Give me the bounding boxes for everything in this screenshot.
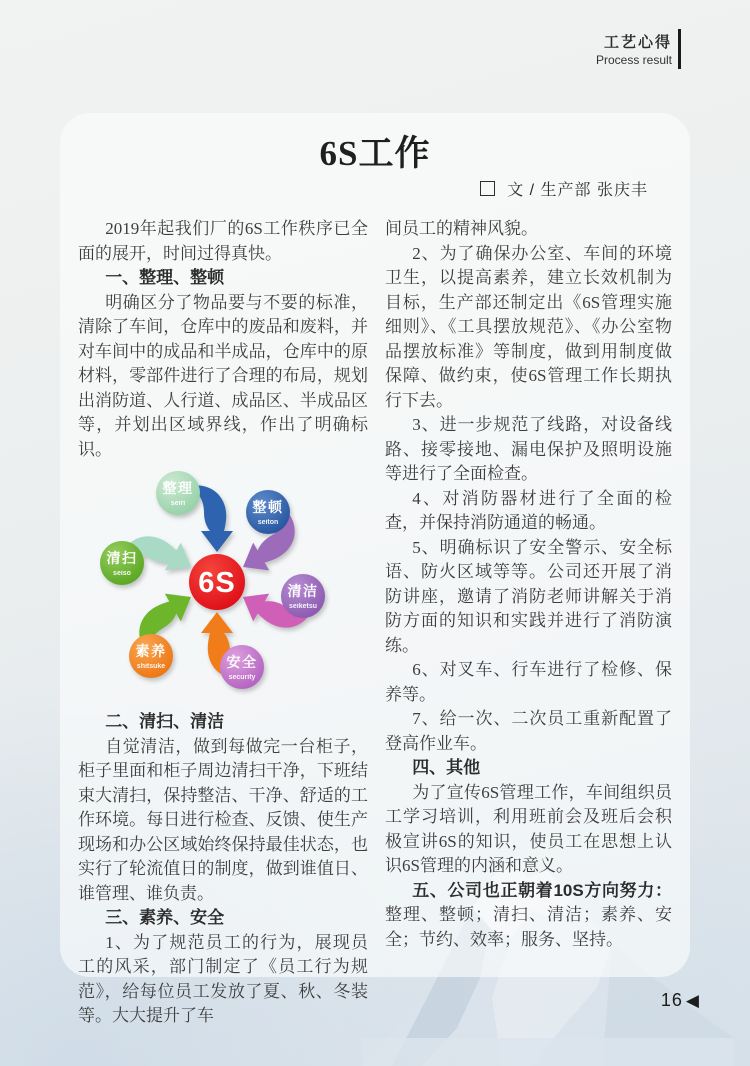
svg-text:整理: 整理 bbox=[162, 480, 194, 496]
svg-text:shitsuke: shitsuke bbox=[136, 663, 166, 670]
body-paragraph: 2、为了确保办公室、车间的环境卫生，以提高素养，建立长效机制为目标，生产部还制定出《6S管理实施细则》、《工具摆放规范》、《办公室物品摆放标准》等制度，做到用制度做保障、做约束，使6S管理工作长期执行下去。 bbox=[385, 243, 672, 410]
svg-text:安全: 安全 bbox=[226, 654, 258, 670]
svg-text:seiketsu: seiketsu bbox=[288, 603, 318, 610]
section-heading: 三、素养、安全 bbox=[105, 908, 225, 927]
byline-text: 文 / 生产部 张庆丰 bbox=[507, 182, 648, 199]
diagram-node-seiri bbox=[156, 471, 200, 515]
section-heading: 二、清扫、清洁 bbox=[105, 712, 225, 731]
svg-text:清洁: 清洁 bbox=[287, 583, 319, 599]
body-paragraph: 2019年起我们厂的6S工作秩序已全面的展开，时间过得真快。 bbox=[78, 219, 368, 263]
body-paragraph: 自觉清洁，做到每做完一台柜子，柜子里面和柜子周边清扫干净，下班结束大清扫，保持整洁、干净、舒适的工作环境。每日进行检查、反馈、使生产现场和办公区域始终保持最佳状态，也实行了轮流值日的制度，做到谁值日、谁管理、谁负责。 bbox=[78, 736, 368, 903]
svg-text:seiton: seiton bbox=[257, 519, 279, 526]
6s-diagram bbox=[92, 465, 342, 707]
header-title-cn: 工艺心得 bbox=[603, 34, 672, 51]
article-title: 6S工作 bbox=[319, 134, 431, 173]
svg-text:security: security bbox=[228, 674, 256, 681]
header-title-en: Process result bbox=[595, 53, 672, 67]
diagram-center-6s bbox=[189, 554, 245, 610]
body-paragraph: 五、公司也正朝着10S方向努力：整理、整顿；清扫、清洁；素养、安全；节约、效率；服务、坚持。 bbox=[385, 880, 672, 949]
article-byline bbox=[480, 177, 648, 200]
left-column-bottom bbox=[78, 710, 368, 1029]
body-paragraph: 6、对叉车、行车进行了检修、保养等。 bbox=[385, 660, 672, 704]
diagram-node-shitsuke bbox=[129, 634, 173, 678]
svg-text:6S: 6S bbox=[198, 567, 236, 599]
diagram-node-security bbox=[220, 645, 264, 689]
svg-text:seiri: seiri bbox=[170, 500, 186, 507]
section-heading: 四、其他 bbox=[412, 758, 481, 777]
header-divider-bar bbox=[678, 29, 681, 69]
body-paragraph: 4、对消防器材进行了全面的检查，并保持消防通道的畅通。 bbox=[385, 488, 672, 532]
body-paragraph: 7、给一次、二次员工重新配置了登高作业车。 bbox=[385, 709, 672, 753]
diagram-node-seiketsu bbox=[281, 574, 325, 618]
body-paragraph: 明确区分了物品要与不要的标准，清除了车间，仓库中的废品和废料，并对车间中的成品和半成品，仓库中的原材料，零部件进行了合理的布局，规划出消防道、人行道、成品区、半成品区等，并划出区域界线，作出了明确标识。 bbox=[78, 292, 368, 459]
body-paragraph: 间员工的精神风貌。 bbox=[385, 219, 538, 238]
svg-text:seiso: seiso bbox=[113, 570, 131, 577]
left-column-top bbox=[78, 217, 368, 462]
svg-text:整顿: 整顿 bbox=[252, 499, 284, 515]
body-paragraph: 1、为了规范员工的行为，展现员工的风采，部门制定了《员工行为规范》，给每位员工发放了夏、秋、冬装等。大大提升了车 bbox=[78, 932, 368, 1025]
page-number-value: 16 bbox=[660, 990, 683, 1010]
body-paragraph: 5、明确标识了安全警示、安全标语、防火区域等等。公司还开展了消防讲座，邀请了消防老师讲解关于消防方面的知识和实践并进行了消防演练。 bbox=[385, 537, 672, 655]
body-paragraph: 为了宣传6S管理工作，车间组织员工学习培训，利用班前会及班后会积极宣讲6S的知识，使员工在思想上认识6S管理的内涵和意义。 bbox=[385, 782, 672, 875]
diagram-node-seiton bbox=[246, 490, 290, 534]
page-header bbox=[596, 31, 672, 67]
page-arrow-icon: ◀ bbox=[685, 991, 700, 1010]
svg-text:素养: 素养 bbox=[135, 643, 167, 659]
right-column bbox=[385, 217, 672, 952]
svg-text:清扫: 清扫 bbox=[106, 550, 138, 566]
byline-square-icon bbox=[480, 181, 495, 196]
page-number bbox=[661, 990, 700, 1011]
section-heading: 一、整理、整顿 bbox=[105, 268, 225, 287]
diagram-node-seiso bbox=[100, 541, 144, 585]
body-paragraph: 3、进一步规范了线路，对设备线路、接零接地、漏电保护及照明设施等进行了全面检查。 bbox=[385, 415, 672, 483]
left-column bbox=[78, 217, 368, 1029]
